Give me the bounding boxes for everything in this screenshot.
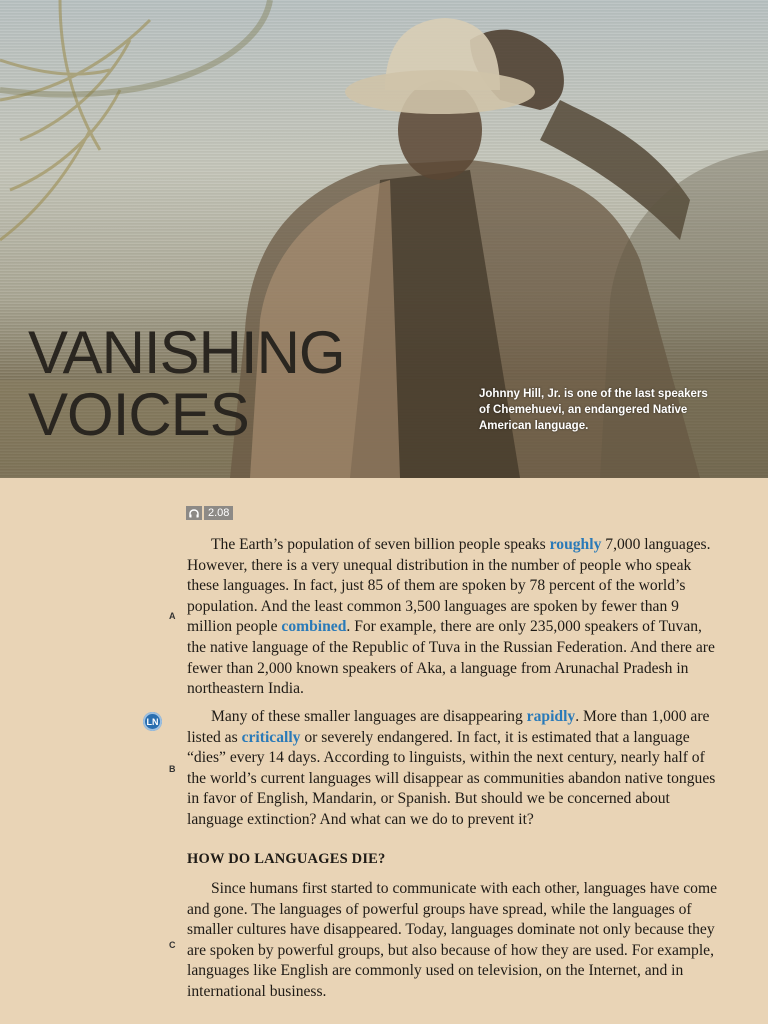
ln-badge[interactable]: LN — [143, 712, 162, 731]
hero-photo — [0, 0, 768, 478]
article-title — [28, 319, 345, 448]
vocab-rapidly[interactable]: rapidly — [526, 708, 576, 725]
audio-track-number: 2.08 — [204, 506, 233, 520]
title-line-1: VANISHING — [28, 319, 345, 386]
para-a-text-1: The Earth’s population of seven billion people speaks — [211, 536, 550, 553]
para-c-text-1: Since humans first started to communicate with each other, languages have come and gone. The languages of powerful groups have spread, while the languages of smaller cultures have disappeared. Today, languages dominate not only because they are spoken by powerful groups, but also because of how they are used. For example, languages like English are commonly used on television, on the Internet, and in international business. — [187, 880, 718, 1000]
section-heading: HOW DO LANGUAGES DIE? — [187, 851, 386, 867]
vocab-combined[interactable]: combined — [281, 618, 347, 636]
paragraph-marker-b: B — [169, 764, 176, 774]
para-a-text-2: 7,000 languages. However, there is a very unequal distribution in the number of people who speak these languages. In fact, just 85 of them are spoken by 78 percent of the world’s population. And the least common 3,500 languages are spoken by fewer than 9 million people — [187, 536, 711, 636]
para-b-text-3: or severely endangered. In fact, it is estimated that a language “dies” every 14 days. According to linguists, within the next century, nearly half of the world’s current languages will disappear as communities abandon native tongues in favor of English, Mandarin, or Spanish. But should we be concerned about language extinction? And what can we do to prevent it? — [187, 728, 716, 828]
para-b-text-2: . More than 1,000 are listed as — [187, 708, 710, 746]
paragraph-a — [187, 535, 722, 700]
title-line-2: VOICES — [28, 381, 249, 448]
headphones-icon — [186, 506, 202, 520]
vocab-critically[interactable]: critically — [241, 728, 301, 746]
para-b-text-1: Many of these smaller languages are disappearing — [211, 708, 527, 725]
paragraph-marker-c: C — [169, 940, 176, 950]
photo-caption: Johnny Hill, Jr. is one of the last speakers of Chemehuevi, an endangered Native American language. — [479, 388, 708, 432]
paragraph-b — [187, 707, 722, 831]
vocab-roughly[interactable]: roughly — [549, 536, 602, 553]
para-a-text-3: . For example, there are only 235,000 speakers of Tuvan, the native language of the Republic of Tuva in the Russian Federation. And there are fewer than 2,000 known speakers of Aka, a language from Arunachal Pradesh in northeastern India. — [187, 618, 715, 698]
paragraph-marker-a: A — [169, 611, 176, 621]
paragraph-c — [187, 879, 722, 1003]
audio-track-badge[interactable] — [186, 506, 233, 520]
